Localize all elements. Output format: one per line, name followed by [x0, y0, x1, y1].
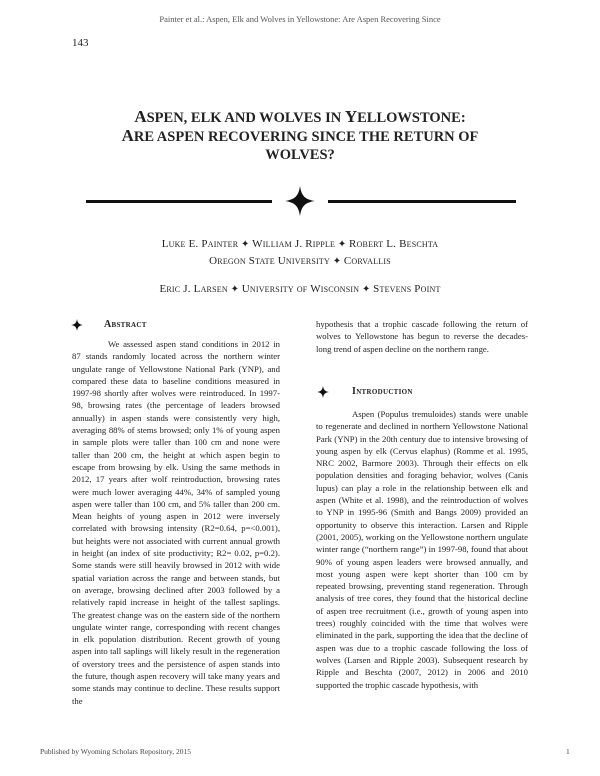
paper-title: [90, 108, 510, 164]
abstract-heading: Abstract: [104, 319, 147, 330]
title-divider-right: [328, 200, 516, 203]
author-name: Luke E. Painter: [161, 238, 239, 250]
separator-star-icon: ✦: [362, 284, 371, 295]
author-line-1: [90, 236, 510, 253]
title-divider-left: [86, 200, 272, 203]
affiliation-city: Stevens Point: [373, 283, 441, 295]
abstract-paragraph: We assessed aspen stand conditions in 2012 in 87 stands randomly located across the northern winter ungulate range of Yellowstone National Park (YNP), and compared these data to baseline conditions measured in 1997-98 shortly after wolves were reintroduced. In 1997-98, browsing rates (the percentage of leaders browsed annually) in aspen stands were consistently very high, averaging 88% of stems browsed; only 1% of young aspen in sample plots were taller than 100 cm and none were taller than 200 cm, the height at which aspen begin to escape from browsing by elk. Using the same methods in 2012, 17 years after wolf reintroduction, browsing rates were much lower averaging 44%, 34% of sampled young aspen were taller than 100 cm, and 5% taller than 200 cm. Mean heights of young aspen in 2012 were inversely correlated with browsing intensity (R2=0.64, p=<0.001), but heights were not associated with current annual growth in height (an index of site productivity; R2= 0.02, p=0.2). Some stands were still heavily browsed in 2012 with wide spatial variation across the range and between stands, but on average, browsing declined after 2003 followed by a relatively rapid increase in height of the tallest saplings. The greatest change was on the eastern side of the northern ungulate winter range, corresponding with recent changes in elk population distribution. Recent growth of young aspen into tall saplings will likely result in the regeneration of overstory trees and the persistence of aspen stands into the future, though aspen recovery will take many years and some stands may continue to decline. These results support the: [72, 339, 280, 706]
introduction-heading: Introduction: [352, 386, 413, 397]
abstract-body: [72, 338, 280, 707]
title-line-2: ARE ASPEN RECOVERING SINCE THE RETURN OF: [121, 126, 479, 145]
four-point-star-icon: [317, 386, 329, 398]
separator-star-icon: ✦: [230, 284, 239, 295]
footer-publisher: Published by Wyoming Scholars Repository, 2015: [40, 747, 192, 756]
author-line-2: [90, 281, 510, 298]
four-point-star-icon: [285, 186, 315, 216]
affiliation: University of Wisconsin: [241, 283, 360, 295]
abstract-continuation: [316, 318, 528, 355]
author-name: William J. Ripple: [252, 238, 336, 250]
affiliation-city: Corvallis: [343, 255, 391, 267]
abstract-continuation-paragraph: hypothesis that a trophic cascade following the return of wolves to Yellowstone has begun to reverse the decades-long trend of aspen decline on the northern range.: [316, 319, 528, 354]
author-name: Eric J. Larsen: [159, 283, 228, 295]
affiliation: Oregon State University: [209, 255, 330, 267]
separator-star-icon: ✦: [241, 239, 250, 250]
author-name: Robert L. Beschta: [349, 238, 439, 250]
affiliation-line-1: [90, 253, 510, 270]
separator-star-icon: ✦: [332, 256, 342, 267]
separator-star-icon: ✦: [337, 239, 347, 250]
footer-page-number: 1: [566, 747, 570, 756]
title-line-3: WOLVES?: [265, 147, 335, 163]
introduction-body: [316, 408, 528, 691]
title-line-1: ASPEN, ELK AND WOLVES IN YELLOWSTONE:: [134, 107, 466, 126]
four-point-star-icon: [71, 319, 83, 331]
introduction-paragraph: Aspen (Populus tremuloides) stands were unable to regenerate and declined in northern Yellowstone National Park (YNP) in the 20th century due to intensive browsing of young aspen by elk (Cervus elaphus) (Romme et al. 1995, NRC 2002, Barmore 2003). Through their effects on elk population densities and foraging behavior, wolves (Canis lupus) can play a role in the relationship between elk and aspen (White et al. 1998), and the reintroduction of wolves to YNP in 1995-96 (Smith and Bangs 2009) provided an opportunity to observe this interaction. Larsen and Ripple (2001, 2005), working on the Yellowstone northern ungulate winter range (“northern range”) in 1997-98, found that about 90% of young aspen leaders were browsed annually, and most young aspen were kept shorter than 100 cm by repeated browsing, preventing stand regeneration. Through analysis of tree cores, they found that the historical decline of aspen tree recruitment (i.e., growth of young aspen into trees) roughly coincided with the time that wolves were eliminated in the park, supporting the idea that the decline of aspen was due to a trophic cascade following the loss of wolves (Larsen and Ripple 2003). Subsequent research by Ripple and Beschta (2007, 2012) in 2006 and 2010 supported the trophic cascade hypothesis, with: [316, 409, 528, 690]
running-header: Painter et al.: Aspen, Elk and Wolves in Yellowstone: Are Aspen Recovering Since: [159, 14, 441, 24]
page-number: 143: [72, 37, 89, 49]
